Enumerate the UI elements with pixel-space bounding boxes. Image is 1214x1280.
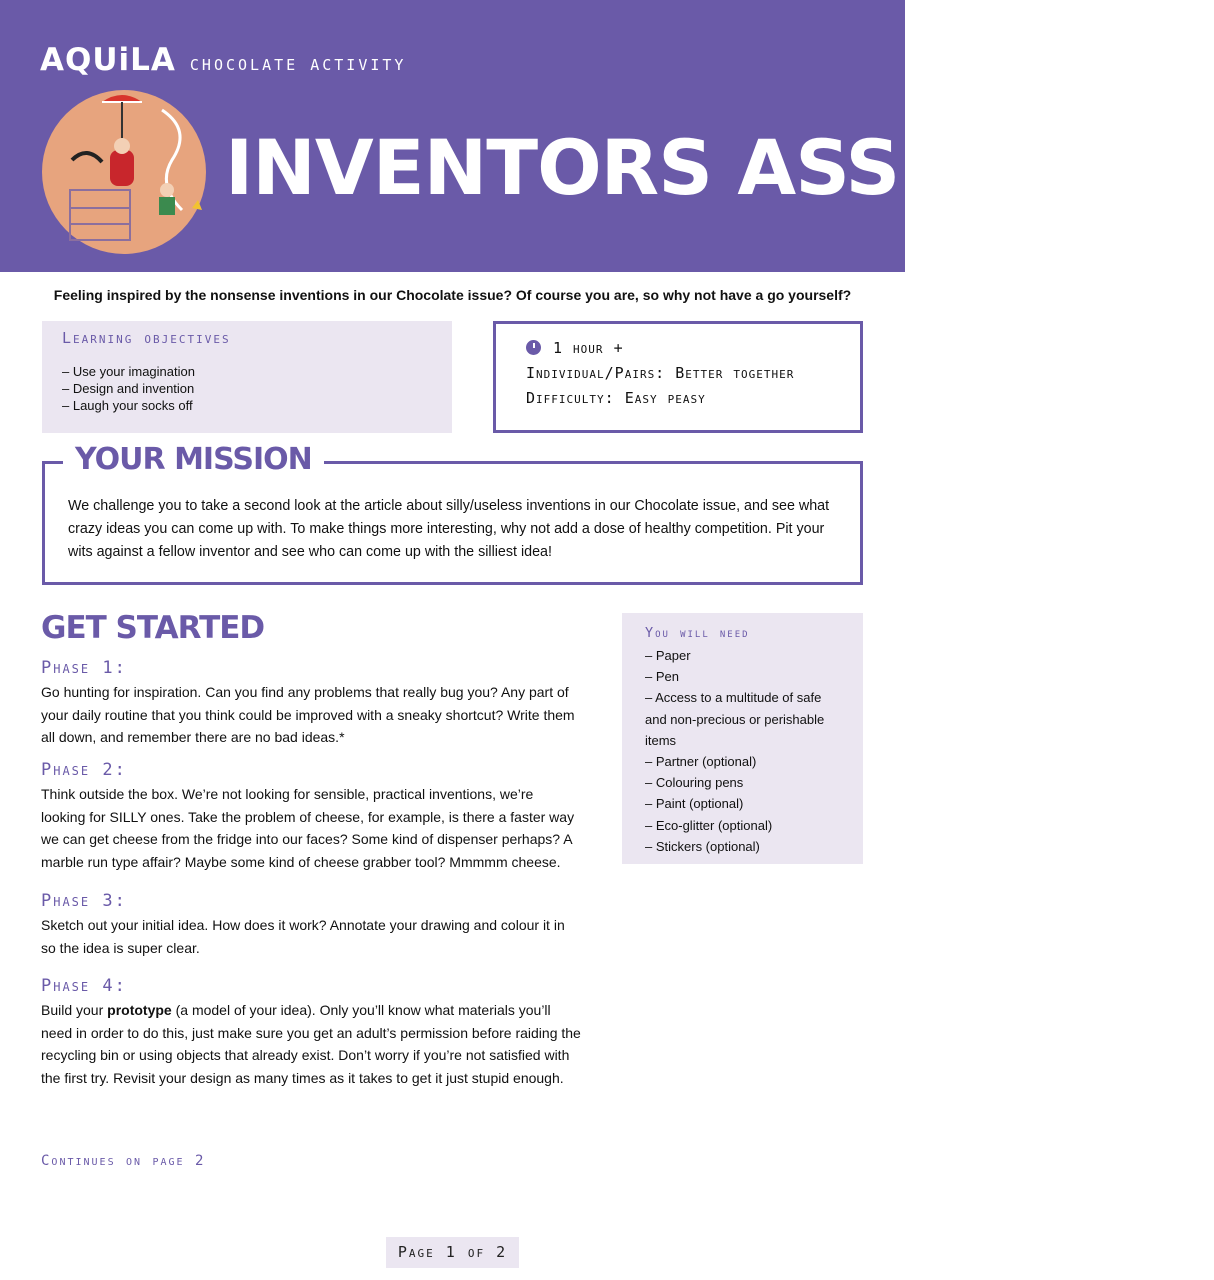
phase-text-bold: prototype [107,1002,172,1018]
objective-item: – Design and invention [62,381,195,396]
phase-text: Think outside the box. We’re not looking for sensible, practical inventions, we’re looking for SILLY ones. Take the problem of cheese, for example, is there a faster way we can get cheese from the fridge into our faces? Some kind of dispenser perhaps? A marble run type affair? Maybe some kind of cheese grabber tool? Mmmmm cheese. [41,786,575,870]
you-will-need-title: You will need [645,625,750,641]
phase-title: Phase 1: [41,658,127,678]
mission-title: YOUR MISSION [63,442,324,477]
phase-text [41,999,581,1089]
inventor-illustration [42,90,206,254]
figure-body [110,150,134,186]
need-item: – Paint (optional) [645,796,744,812]
objective-item: – Use your imagination [62,364,195,379]
you-will-need-panel [622,613,863,864]
brand [40,42,406,78]
intro-emphasis: Chocolate issue [396,287,504,303]
phase-2 [41,759,581,873]
shelf-frame [70,190,130,240]
phase-3 [41,890,581,959]
page-title: INVENTORS ASSEMBLE! [225,123,1214,212]
duration-line [526,336,830,361]
header-banner [0,0,1214,272]
duration-text: 1 hour + [553,339,624,357]
phase-title: Phase 2: [41,760,127,780]
need-item: – Pen [645,669,679,685]
umbrella-shape [102,95,142,102]
mission-panel [42,442,863,585]
activity-info-panel [493,321,863,433]
need-item: – Stickers (optional) [645,838,760,854]
phase-text-after: (a model of your idea). Only you’ll know what materials you’ll need in order to do this, just make sure you get an adult’s permission before raiding the recycling bin or using objects that already exist. Don’t worry if you’re not satisfied with the first try. Revisit your design as many times as it takes to get it just stupid enough. [41,1002,581,1086]
figure-head [114,138,130,154]
mission-text: We challenge you to take a second look at the article about silly/useless inventions in our Chocolate issue, and see what crazy ideas you can come up with. To make things more interesting, why not add a dose of healthy competition. Pit your wits against a fellow inventor and see who can come up with the silliest idea! [68,498,830,560]
need-item: – Colouring pens [645,775,744,791]
objective-item: – Laugh your socks off [62,398,193,413]
clock-icon [526,340,541,355]
phase-title: Phase 4: [41,976,127,996]
phase-text-before: Build your [41,1002,108,1018]
intro-text [0,287,905,303]
need-item: – Paper [645,648,691,663]
star-shape [192,200,202,210]
brand-subtitle: CHOCOLATE ACTIVITY [189,56,407,74]
phase-text: Go hunting for inspiration. Can you find any problems that really bug you? Any part of your daily routine that you think could be improved with a sneaky shortcut? Write them all down, and remember there are no bad ideas.* [41,684,575,745]
phase-title: Phase 3: [41,891,127,911]
need-item: – Eco-glitter (optional) [645,817,773,833]
phase-1 [41,657,581,749]
intro-before: Feeling inspired by the nonsense inventions in our [53,287,397,303]
you-will-need-list [645,645,840,857]
child-head [160,183,174,197]
need-item: – Access to a multitude of safe and non-precious or perishable items [645,690,825,748]
difficulty-line: Difficulty: Easy peasy [526,389,706,407]
group-line: Individual/Pairs: Better together [526,364,795,382]
learning-objectives-title: Learning objectives [62,329,231,347]
brand-logo: AQUiLA [40,42,176,78]
intro-after: ? Of course you are, so why not have a go yourself? [503,287,852,303]
hose-shape [72,153,102,162]
get-started-heading: GET STARTED [41,610,265,646]
learning-objectives-list [62,363,432,414]
learning-objectives-panel [42,321,452,433]
need-item: – Partner (optional) [645,754,757,770]
phase-4 [41,975,581,1089]
illustration-drawing [42,90,206,254]
phase-text: Sketch out your initial idea. How does it work? Annotate your drawing and colour it in so the idea is super clear. [41,917,565,956]
continues-note: Continues on page 2 [41,1153,206,1169]
child-body [159,197,175,215]
page-number: Page 1 of 2 [386,1237,519,1268]
